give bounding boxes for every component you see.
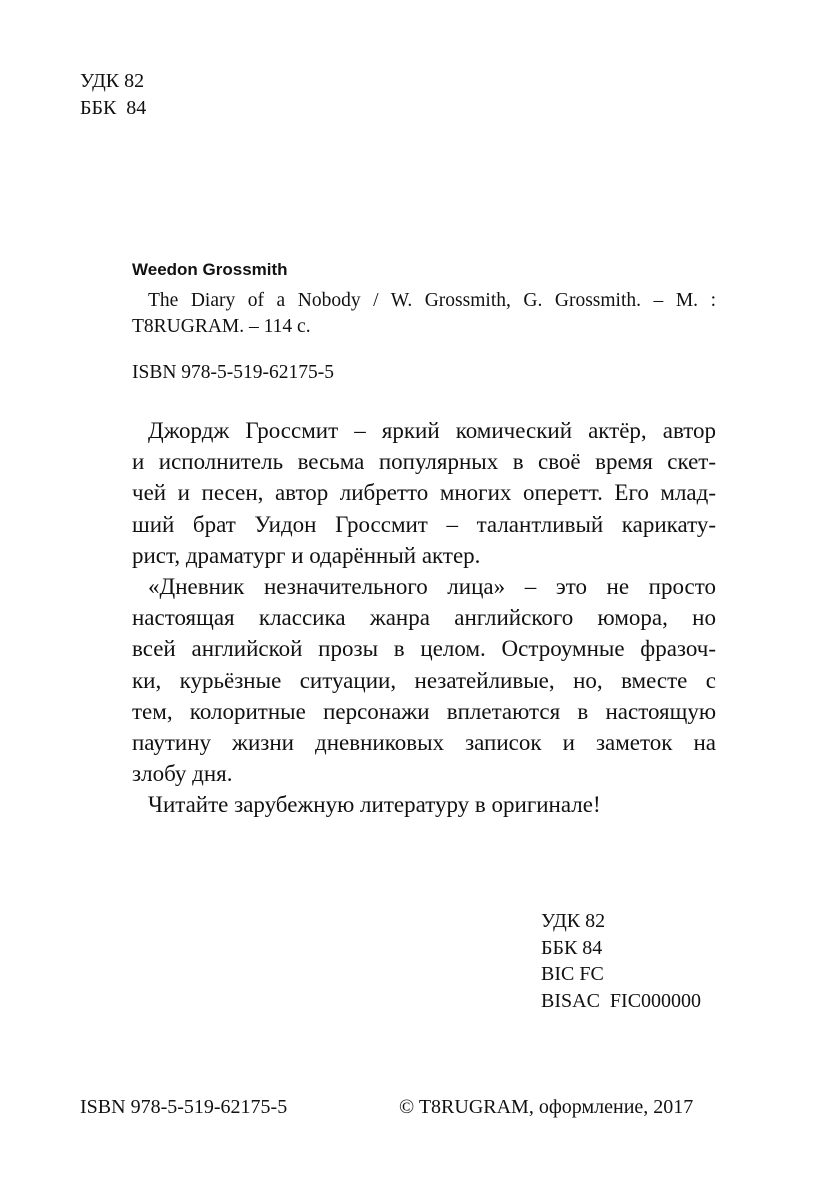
annotation-line: тем, колоритные персонажи вплетаются в настоящую bbox=[132, 698, 716, 724]
isbn-number: ISBN 978-5-519-62175-5 bbox=[132, 362, 335, 383]
citation-line: T8RUGRAM. – 114 с. bbox=[132, 316, 311, 337]
udk-code: УДК 82 bbox=[80, 70, 145, 92]
annotation-line: злобу дня. bbox=[132, 761, 233, 787]
bic-code: BIC FC bbox=[541, 963, 604, 985]
bottom-classification-codes bbox=[541, 908, 701, 1014]
annotation-line: «Дневник незначительного лица» – это не просто bbox=[148, 574, 716, 600]
annotation-line: и исполнитель весьма популярных в своё время скет- bbox=[132, 449, 716, 475]
annotation-line: чей и песен, автор либретто многих оперетт. Его млад- bbox=[132, 480, 716, 506]
book-annotation bbox=[132, 415, 716, 821]
author-heading: Weedon Grossmith bbox=[132, 260, 288, 279]
annotation-line: ший брат Уидон Гроссмит – талантливый карикату- bbox=[132, 511, 716, 537]
annotation-line: Читайте зарубежную литературу в оригинале! bbox=[148, 792, 601, 818]
annotation-line: ки, курьёзные ситуации, незатейливые, но, вместе с bbox=[132, 667, 716, 693]
top-classification-codes bbox=[80, 68, 146, 122]
footer-isbn: ISBN 978-5-519-62175-5 bbox=[80, 1096, 288, 1118]
annotation-line: паутину жизни дневниковых записок и заметок на bbox=[132, 730, 716, 756]
annotation-line: рист, драматург и одарённый актер. bbox=[132, 542, 481, 568]
annotation-line: всей английской прозы в целом. Остроумные фразоч- bbox=[132, 636, 716, 662]
bbk-code: ББК 84 bbox=[80, 97, 147, 119]
udk-code: УДК 82 bbox=[541, 910, 606, 932]
bbk-code: ББК 84 bbox=[541, 936, 603, 959]
copyright-notice: © T8RUGRAM, оформление, 2017 bbox=[399, 1096, 694, 1118]
citation-line: The Diary of a Nobody / W. Grossmith, G. Grossmith. – M. : bbox=[148, 290, 716, 311]
annotation-line: Джордж Гроссмит – яркий комический актёр, автор bbox=[148, 418, 716, 443]
annotation-line: настоящая классика жанра английского юмора, но bbox=[132, 605, 716, 631]
bibliographic-citation bbox=[132, 288, 716, 340]
bisac-code: BISAC FIC000000 bbox=[541, 989, 702, 1012]
